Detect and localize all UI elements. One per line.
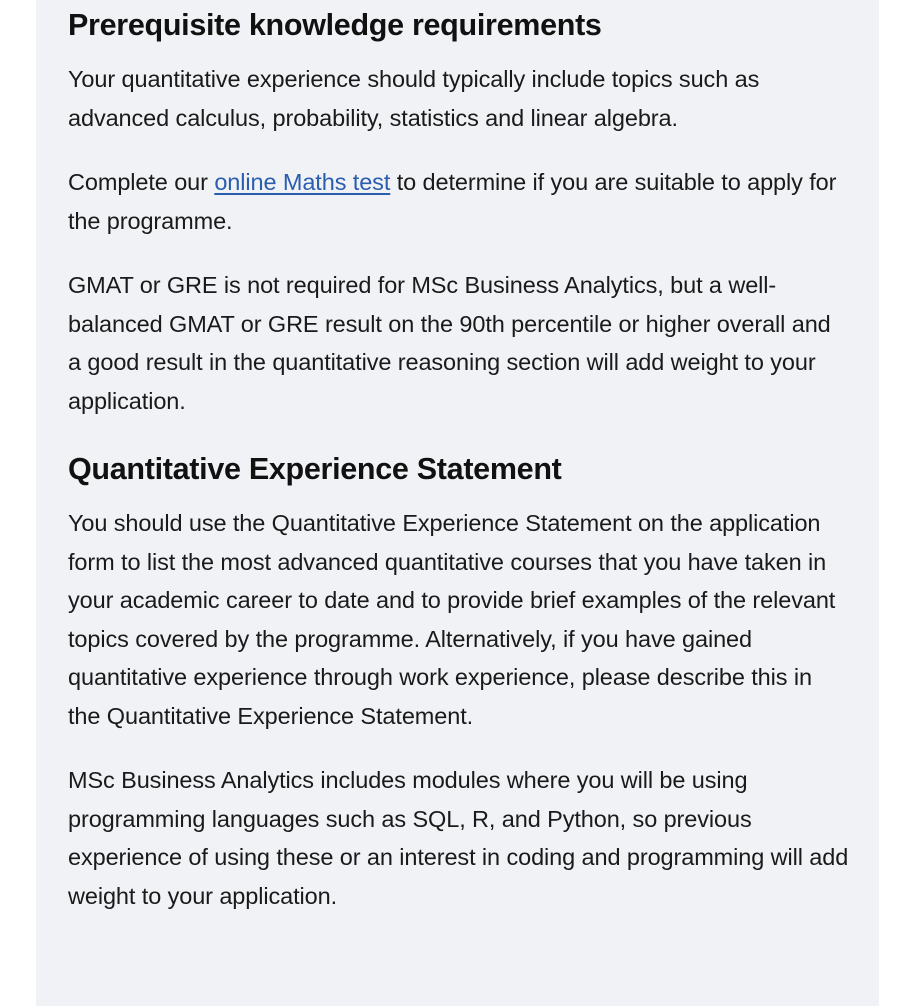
gmat-gre-paragraph: GMAT or GRE is not required for MSc Business Analytics, but a well-balanced GMAT or GRE result on the 90th percentile or higher overall and a good result in the quantitative reasoning section will add weight to your application. xyxy=(68,272,831,414)
maths-test-paragraph xyxy=(68,163,849,240)
maths-test-text-before: Complete our xyxy=(68,169,215,195)
quantitative-statement-paragraph: You should use the Quantitative Experience Statement on the application form to list the most advanced quantitative courses that you have taken in your academic career to date and to provide brief examples of the relevant topics covered by the programme. Alternatively, if you have gained quantitative experience through work experience, please describe this in the Quantitative Experience Statement. xyxy=(68,510,836,729)
quantitative-topics-paragraph: Your quantitative experience should typically include topics such as advanced calculus, probability, statistics and linear algebra. xyxy=(68,66,760,131)
online-maths-test-link[interactable]: online Maths test xyxy=(214,169,391,195)
content-panel xyxy=(36,0,879,1006)
prerequisite-heading: Prerequisite knowledge requirements xyxy=(68,8,602,42)
maths-test-text-after: to determine if you are suitable to apply for the programme. xyxy=(68,169,837,234)
quantitative-statement-heading: Quantitative Experience Statement xyxy=(68,452,562,486)
programming-languages-paragraph: MSc Business Analytics includes modules where you will be using programming languages such as SQL, R, and Python, so previous experience of using these or an interest in coding and programming will add weight to your application. xyxy=(68,767,849,909)
